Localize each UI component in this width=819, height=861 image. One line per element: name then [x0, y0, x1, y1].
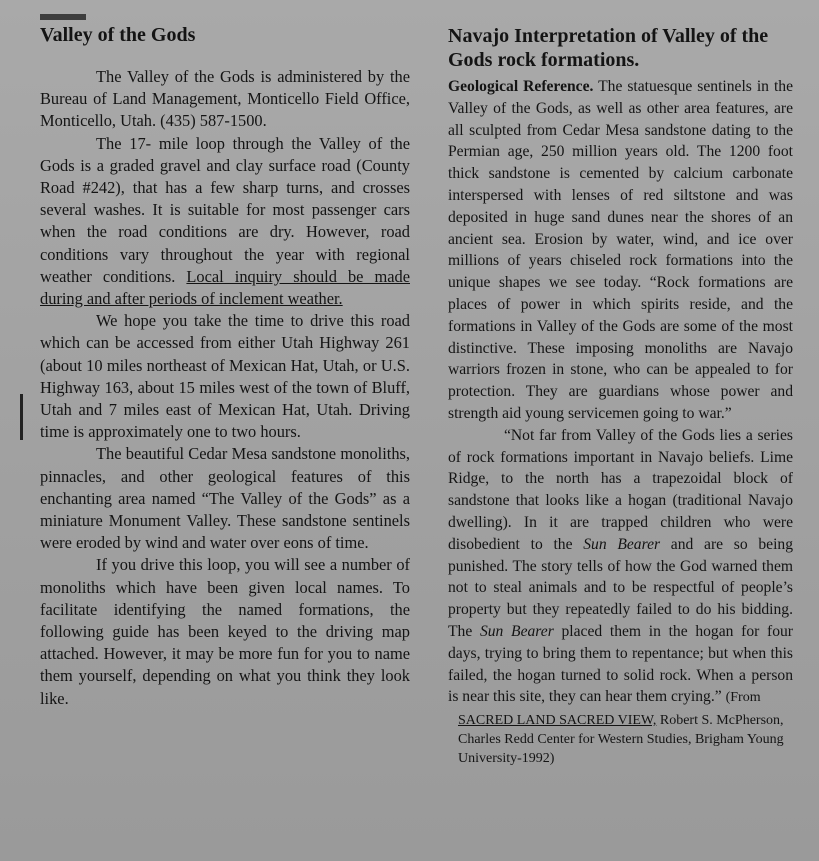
left-paragraph-1: The Valley of the Gods is administered by the Bureau of Land Management, Monticello Field Office, Monticello, Utah. (435) 587-1500. — [40, 67, 410, 131]
right-paragraph-2-text-b: and are so being punished. The story tells of how the God warned them not to steal animals and to be respectful of people’s property but they repeatedly failed to do his bidding. The — [448, 535, 794, 640]
left-paragraph-2 — [40, 133, 410, 311]
sun-bearer-term-1: Sun Bearer — [583, 535, 661, 553]
scan-mark — [40, 14, 86, 20]
citation-book-title: SACRED LAND SACRED VIEW, — [458, 713, 657, 729]
geological-reference-label: Geological Reference. — [448, 78, 594, 95]
right-paragraph-2 — [448, 425, 793, 709]
citation — [458, 711, 793, 768]
left-paragraph-4: The beautiful Cedar Mesa sandstone monoliths, pinnacles, and other geological features of this enchanting area named “The Valley of the Gods” as a miniature Monument Valley. These sandstone sentinels were eroded by wind and water over eons of time. — [40, 444, 410, 553]
margin-bracket-mark — [20, 394, 23, 440]
left-paragraph-3: We hope you take the time to drive this road which can be accessed from either Utah Highway 261 (about 10 miles northeast of Mexican Hat, Utah, or U.S. Highway 163, about 15 miles west of the town of Bluff, Utah and 7 miles east of Mexican Hat, Utah. Driving time is approximately one to two hours. — [40, 311, 410, 442]
right-paragraph-1-text: The statuesque sentinels in the Valley of the Gods, as well as other area features, are all sculpted from Cedar Mesa sandstone dating to the Permian age, 250 million years old. The 1200 foot thick sandstone is cemented by calcium carbonate interspersed with lenses of red siltstone and was deposited in huge sand dunes near the shores of an ancient sea. Erosion by water, wind, and ice over millions of years chiseled rock formations into the unique shapes we see today. “Rock formations are places of power in which spirits reside, and the formations in Valley of the Gods are some of the most distinctive. These imposing monoliths are Navajo warriors frozen in stone, who can be appealed to for protection. They are guardians whose power and strength aid young servicemen going to war.” — [448, 78, 794, 422]
right-paragraph-1 — [448, 76, 793, 425]
left-paragraph-5: If you drive this loop, you will see a number of monoliths which have been given local names. To facilitate identifying the named formations, the following guide has been keyed to the driving map attached. However, it may be more fun for you to name them yourself, depending on what you think they look like. — [40, 555, 410, 708]
right-title: Navajo Interpretation of Valley of the Gods rock formations. — [448, 25, 769, 71]
left-title: Valley of the Gods — [40, 24, 196, 46]
citation-details: Robert S. McPherson, Charles Redd Center for Western Studies, Brigham Young University-1992) — [458, 713, 784, 767]
left-column — [40, 24, 410, 710]
left-paragraph-2-text: The 17- mile loop through the Valley of the Gods is a graded gravel and clay surface road (County Road #242), that has a few sharp turns, and crosses several washes. It is suitable for most passenger cars when the road conditions are dry. However, road conditions vary throughout the year with regional weather conditions. — [40, 133, 410, 286]
right-paragraph-2-text-c: placed them in the hogan for four days, trying to bring them to repentance; but when this failed, the hogan turned to solid rock. When a person is near this site, they can hear them crying.” — [448, 622, 793, 706]
citation-prefix: (From — [725, 690, 761, 706]
right-column — [448, 24, 793, 768]
left-paragraph-2-underlined: Local inquiry should be made during and after periods of inclement weather. — [40, 266, 410, 309]
sun-bearer-term-2: Sun Bearer — [479, 622, 554, 640]
right-paragraph-2-text-a: “Not far from Valley of the Gods lies a series of rock formations important in Navajo beliefs. Lime Ridge, to the north has a trapezoidal block of sandstone that looks like a hogan (traditional Navajo dwelling). In it are trapped children who were disobedient to the — [448, 426, 793, 553]
